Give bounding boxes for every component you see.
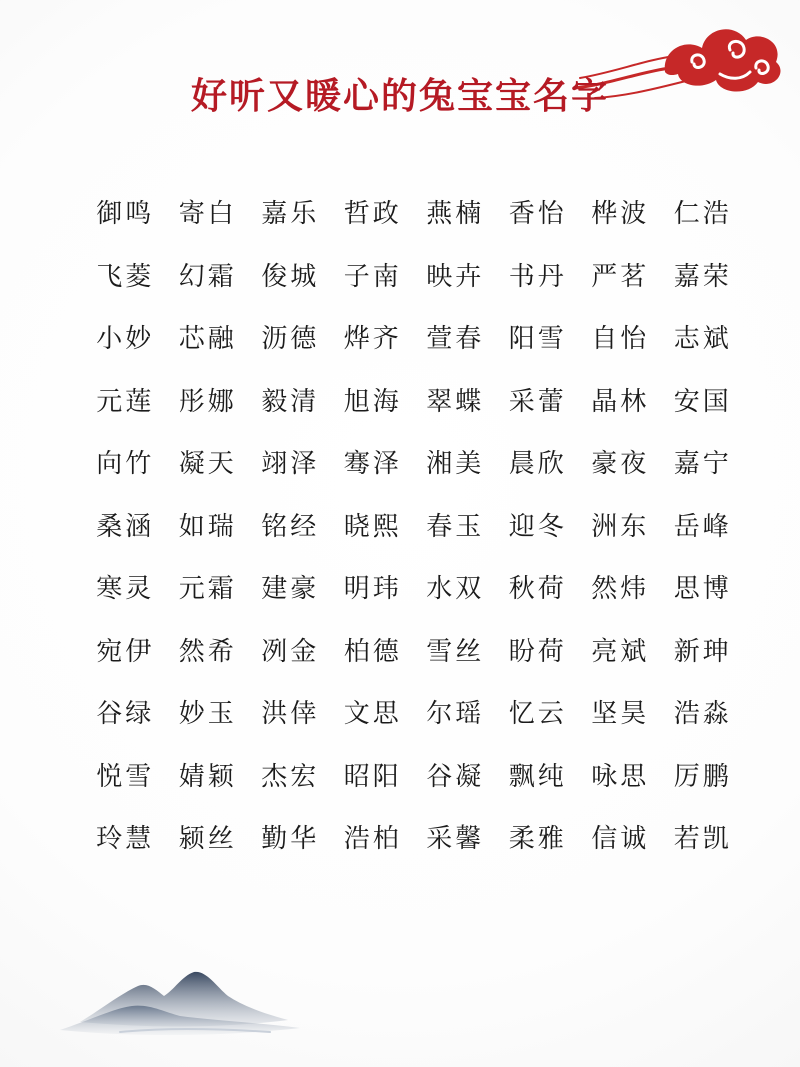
- name-cell: 自怡: [591, 324, 650, 354]
- name-cell: 飘纯: [508, 761, 567, 792]
- name-cell: 信诚: [591, 824, 650, 854]
- name-cell: 岳峰: [673, 511, 732, 542]
- name-cell: 洪倖: [261, 699, 320, 729]
- name-cell: 毅清: [261, 386, 320, 417]
- name-cell: 燕楠: [426, 199, 485, 229]
- name-cell: 嘉乐: [261, 199, 320, 229]
- name-cell: 沥德: [261, 324, 320, 354]
- name-cell: 小妙: [96, 324, 155, 354]
- name-cell: 御鸣: [96, 199, 155, 229]
- name-cell: 仁浩: [673, 199, 732, 229]
- name-cell: 嘉宁: [673, 449, 732, 479]
- name-cell: 安国: [673, 386, 732, 417]
- name-cell: 谷凝: [426, 761, 485, 792]
- name-cell: 浩淼: [673, 699, 732, 729]
- name-cell: 晨欣: [508, 449, 567, 479]
- name-cell: 翊泽: [261, 449, 320, 479]
- name-cell: 忆云: [508, 699, 567, 729]
- name-cell: 勤华: [261, 824, 320, 854]
- name-cell: 亮斌: [591, 636, 650, 667]
- name-cell: 烨齐: [343, 324, 402, 354]
- name-cell: 志斌: [673, 324, 732, 354]
- name-cell: 冽金: [261, 636, 320, 667]
- name-cell: 谷绿: [96, 699, 155, 729]
- name-cell: 昭阳: [343, 761, 402, 792]
- name-cell: 明玮: [343, 574, 402, 604]
- name-cell: 如瑞: [178, 511, 237, 542]
- name-cell: 柔雅: [508, 824, 567, 854]
- name-cell: 妙玉: [178, 699, 237, 729]
- name-cell: 桦波: [591, 199, 650, 229]
- name-cell: 飞菱: [96, 261, 155, 292]
- name-cell: 盼荷: [508, 636, 567, 667]
- name-cell: 铭经: [261, 511, 320, 542]
- name-cell: 新珅: [673, 636, 732, 667]
- name-cell: 映卉: [426, 261, 485, 292]
- name-cell: 尔瑶: [426, 699, 485, 729]
- name-cell: 严茗: [591, 261, 650, 292]
- name-cell: 柏德: [343, 636, 402, 667]
- name-cell: 杰宏: [261, 761, 320, 792]
- name-cell: 厉鹏: [673, 761, 732, 792]
- name-cell: 思博: [673, 574, 732, 604]
- name-cell: 婧颖: [178, 761, 237, 792]
- name-cell: 洲东: [591, 511, 650, 542]
- name-cell: 元莲: [96, 386, 155, 417]
- name-cell: 翠蝶: [426, 386, 485, 417]
- name-cell: 哲政: [343, 199, 402, 229]
- name-cell: 宛伊: [96, 636, 155, 667]
- name-cell: 湘美: [426, 449, 485, 479]
- name-cell: 浩柏: [343, 824, 402, 854]
- name-cell: 芯融: [178, 324, 237, 354]
- name-cell: 采馨: [426, 824, 485, 854]
- name-cell: 阳雪: [508, 324, 567, 354]
- name-cell: 萱春: [426, 324, 485, 354]
- name-cell: 子南: [343, 261, 402, 292]
- name-cell: 颍丝: [178, 824, 237, 854]
- name-cell: 玲慧: [96, 824, 155, 854]
- name-cell: 若凯: [673, 824, 732, 854]
- name-cell: 骞泽: [343, 449, 402, 479]
- name-cell: 旭海: [343, 386, 402, 417]
- name-cell: 水双: [426, 574, 485, 604]
- name-cell: 采蕾: [508, 386, 567, 417]
- name-cell: 晓熙: [343, 511, 402, 542]
- ink-mountain-icon: [60, 960, 300, 1040]
- name-cell: 迎冬: [508, 511, 567, 542]
- name-cell: 向竹: [96, 449, 155, 479]
- name-cell: 俊城: [261, 261, 320, 292]
- name-cell: 春玉: [426, 511, 485, 542]
- name-cell: 书丹: [508, 261, 567, 292]
- name-cell: 文思: [343, 699, 402, 729]
- name-cell: 晶林: [591, 386, 650, 417]
- name-cell: 寄白: [178, 199, 237, 229]
- name-cell: 幻霜: [178, 261, 237, 292]
- page-title: 好听又暖心的兔宝宝名字: [190, 75, 609, 117]
- name-cell: 寒灵: [96, 574, 155, 604]
- name-cell: 坚昊: [591, 699, 650, 729]
- name-cell: 彤娜: [178, 386, 237, 417]
- name-cell: 桑涵: [96, 511, 155, 542]
- name-cell: 嘉荣: [673, 261, 732, 292]
- name-cell: 然希: [178, 636, 237, 667]
- name-cell: 雪丝: [426, 636, 485, 667]
- name-cell: 香怡: [508, 199, 567, 229]
- name-cell: 秋荷: [508, 574, 567, 604]
- name-cell: 悦雪: [96, 761, 155, 792]
- name-cell: 建豪: [261, 574, 320, 604]
- name-cell: 豪夜: [591, 449, 650, 479]
- name-cell: 凝天: [178, 449, 237, 479]
- name-cell: 元霜: [178, 574, 237, 604]
- name-cell: 咏思: [591, 761, 650, 792]
- name-cell: 然炜: [591, 574, 650, 604]
- names-grid: [84, 186, 744, 874]
